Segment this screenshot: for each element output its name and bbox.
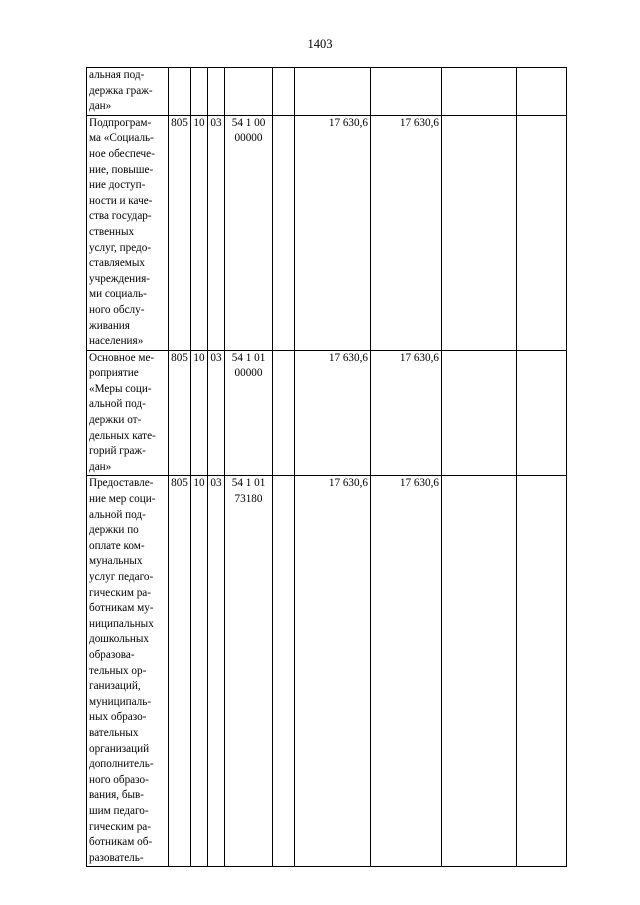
table-row xyxy=(87,115,567,350)
target-article-line: 00000 xyxy=(234,367,263,380)
row-name-line: держки по xyxy=(89,524,139,537)
target-article-cell xyxy=(225,476,273,867)
row-name-line: вательных xyxy=(89,726,139,739)
budget-table xyxy=(86,67,567,867)
row-name-line: ности и каче- xyxy=(89,194,153,207)
row-name-line: дополнитель- xyxy=(89,758,154,771)
row-name-line: тельных ор- xyxy=(89,664,147,677)
row-name-line: ние доступ- xyxy=(89,179,146,192)
grbs-code-cell: 805 xyxy=(169,350,191,476)
row-name-cell xyxy=(87,115,169,350)
page-number: 1403 xyxy=(307,37,333,51)
row-name-line: населения» xyxy=(89,335,144,348)
row-name-line: Основное ме- xyxy=(89,351,155,364)
amount-cell-2: 17 630,6 xyxy=(371,115,442,350)
row-name-line: гическим ра- xyxy=(89,820,151,833)
row-name-line: ниципальных xyxy=(89,617,154,630)
grbs-code-cell: 805 xyxy=(169,115,191,350)
subsection-code-cell: 03 xyxy=(208,350,225,476)
row-name-line: держка граж- xyxy=(89,84,153,97)
row-name-line: услуг педаго- xyxy=(89,571,154,583)
row-name-cell xyxy=(87,350,169,476)
row-name-line: дельных кате- xyxy=(89,429,156,442)
row-name-line: муниципаль- xyxy=(89,695,152,708)
row-name-line: Подпрограм- xyxy=(89,116,152,129)
row-name-line: ства государ- xyxy=(89,210,152,223)
section-code-cell: 10 xyxy=(191,476,208,867)
target-article-line: 54 1 01 xyxy=(231,351,266,364)
row-name-line: оплате ком- xyxy=(89,539,145,552)
section-code-cell xyxy=(191,68,208,116)
row-name-line: Предоставле- xyxy=(89,477,154,490)
expense-type-cell xyxy=(273,68,295,116)
row-name-cell xyxy=(87,476,169,867)
row-name-line: дошкольных xyxy=(89,633,149,646)
row-name-line: разователь- xyxy=(89,851,144,864)
expense-type-cell xyxy=(273,350,295,476)
row-name-line: ганизаций, xyxy=(89,680,141,693)
row-name-line: шим педаго- xyxy=(89,804,149,817)
row-name-line: гическим ра- xyxy=(89,586,151,599)
row-name-line: живания xyxy=(89,319,130,332)
row-name-line: ственных xyxy=(89,225,135,238)
subsection-code-cell xyxy=(208,68,225,116)
row-name-line: ставляемых xyxy=(89,257,145,270)
row-name-line: альной под- xyxy=(89,508,146,521)
row-name-line: образова- xyxy=(89,648,135,661)
amount-cell-1: 17 630,6 xyxy=(295,476,371,867)
row-name-line: дан» xyxy=(89,100,112,113)
row-name-line: ных образо- xyxy=(89,711,147,724)
amount-cell-4 xyxy=(517,350,567,476)
subsection-code-cell: 03 xyxy=(208,115,225,350)
amount-cell-4 xyxy=(517,476,567,867)
target-article-line: 73180 xyxy=(234,493,263,506)
row-name-line: дан» xyxy=(89,460,112,473)
row-name-line: ние, повыше- xyxy=(89,163,154,176)
row-name-line: ние мер соци- xyxy=(89,493,156,506)
row-name-line: ного образо- xyxy=(89,773,149,786)
subsection-code-cell: 03 xyxy=(208,476,225,867)
table-row xyxy=(87,476,567,867)
grbs-code-cell: 805 xyxy=(169,476,191,867)
row-name-line: ного обслу- xyxy=(89,303,145,316)
target-article-cell xyxy=(225,115,273,350)
row-name-line: «Меры соци- xyxy=(89,382,152,395)
row-name-line: ботникам об- xyxy=(89,836,153,849)
target-article-line: 54 1 00 xyxy=(231,116,266,129)
amount-cell-4 xyxy=(517,115,567,350)
section-code-cell: 10 xyxy=(191,115,208,350)
amount-cell-1: 17 630,6 xyxy=(295,115,371,350)
row-name-line: роприятие xyxy=(89,367,139,380)
row-name-line: учреждения- xyxy=(89,272,151,285)
section-code-cell: 10 xyxy=(191,350,208,476)
amount-cell-2 xyxy=(371,68,442,116)
row-name-line: держки от- xyxy=(89,414,142,427)
row-name-line: услуг, предо- xyxy=(89,241,152,254)
row-name-line: ботникам му- xyxy=(89,602,154,615)
amount-cell-3 xyxy=(442,476,517,867)
expense-type-cell xyxy=(273,115,295,350)
row-name-line: альной под- xyxy=(89,398,146,411)
target-article-line: 00000 xyxy=(234,132,263,145)
row-name-line: мунальных xyxy=(89,555,143,568)
row-name-line: ми социаль- xyxy=(89,288,147,301)
row-name-cell xyxy=(87,68,169,116)
row-name-line: ное обеспече- xyxy=(89,147,155,160)
amount-cell-3 xyxy=(442,350,517,476)
target-article-cell xyxy=(225,350,273,476)
amount-cell-1 xyxy=(295,68,371,116)
table-row xyxy=(87,68,567,116)
target-article-line: 54 1 01 xyxy=(231,477,266,490)
expense-type-cell xyxy=(273,476,295,867)
target-article-cell xyxy=(225,68,273,116)
amount-cell-3 xyxy=(442,68,517,116)
row-name-line: ма «Социаль- xyxy=(89,132,154,145)
table-row xyxy=(87,350,567,476)
row-name-line: вания, быв- xyxy=(89,789,145,802)
row-name-line: альная под- xyxy=(89,69,145,81)
amount-cell-1: 17 630,6 xyxy=(295,350,371,476)
grbs-code-cell xyxy=(169,68,191,116)
amount-cell-4 xyxy=(517,68,567,116)
row-name-line: организаций xyxy=(89,742,150,755)
amount-cell-2: 17 630,6 xyxy=(371,476,442,867)
amount-cell-2: 17 630,6 xyxy=(371,350,442,476)
amount-cell-3 xyxy=(442,115,517,350)
row-name-line: горий граж- xyxy=(89,445,146,458)
